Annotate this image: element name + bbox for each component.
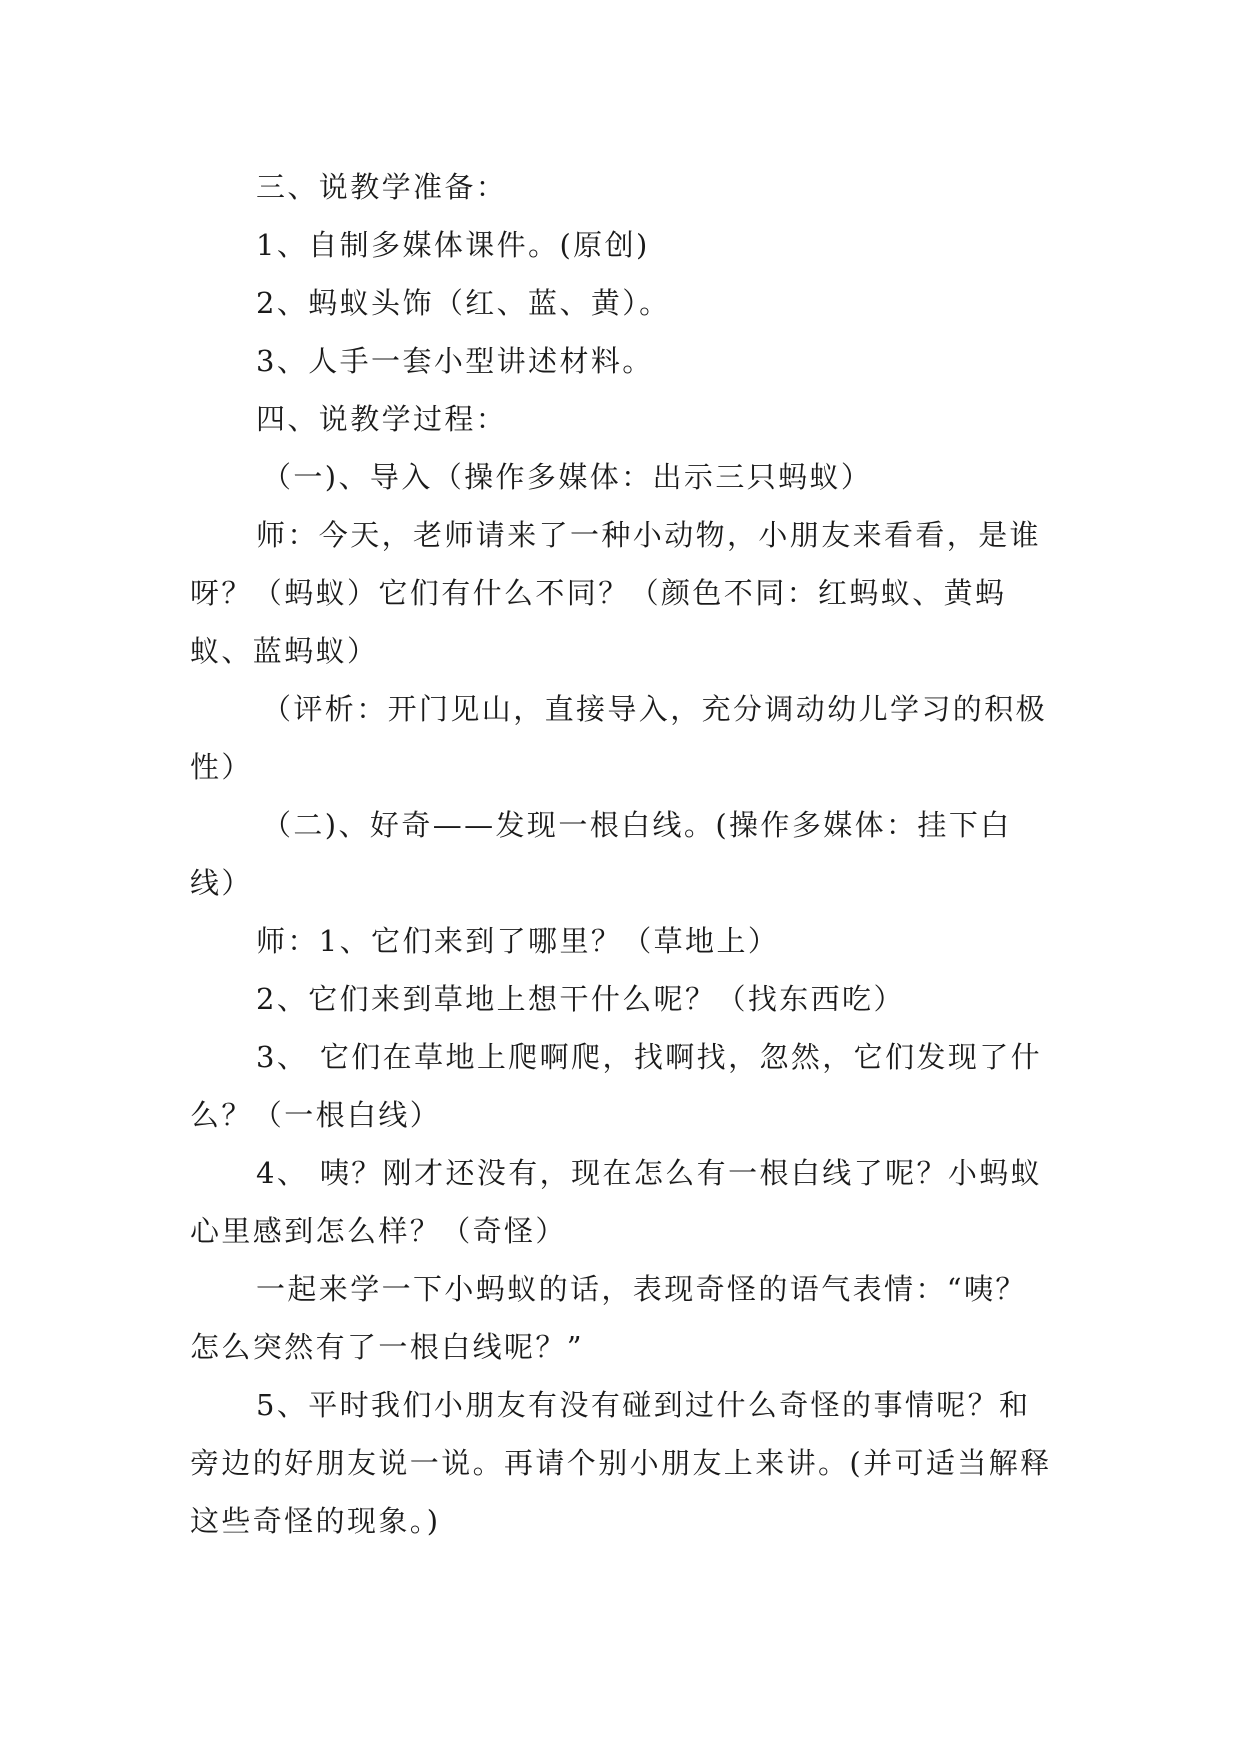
paragraph-prep-item-1: 1、自制多媒体课件。(原创) (256, 228, 650, 262)
paragraph-question-3: 3、 它们在草地上爬啊爬，找啊找，忽然，它们发现了什么？（一根白线） (190, 1040, 1043, 1132)
subsection-heading-intro: （一)、导入（操作多媒体：出示三只蚂蚁） (262, 460, 873, 494)
paragraph-imitate-ant: 一起来学一下小蚂蚁的话，表现奇怪的语气表情：“咦？怎么突然有了一根白线呢？” (190, 1272, 1027, 1364)
subsection-heading-curiosity: （二)、好奇——发现一根白线。(操作多媒体：挂下白线） (190, 808, 1012, 900)
document-body (190, 158, 1052, 1550)
paragraph-prep-item-3: 3、人手一套小型讲述材料。 (256, 344, 654, 378)
paragraph-teacher-intro: 师：今天，老师请来了一种小动物，小朋友来看看，是谁呀？（蚂蚁）它们有什么不同？（颜色不同：红蚂蚁、黄蚂蚁、蓝蚂蚁） (190, 518, 1042, 668)
section-heading-process: 四、说教学过程： (256, 402, 508, 436)
paragraph-question-4: 4、 咦？刚才还没有，现在怎么有一根白线了呢？小蚂蚁心里感到怎么样？（奇怪） (190, 1156, 1043, 1248)
paragraph-question-2: 2、它们来到草地上想干什么呢？（找东西吃） (256, 982, 905, 1016)
paragraph-question-5: 5、平时我们小朋友有没有碰到过什么奇怪的事情呢？和旁边的好朋友说一说。再请个别小朋友上来讲。(并可适当解释这些奇怪的现象。) (190, 1388, 1052, 1538)
paragraph-comment-intro: （评析：开门见山，直接导入，充分调动幼儿学习的积极性） (190, 692, 1048, 784)
paragraph-question-1: 师：1、它们来到了哪里？（草地上） (256, 924, 780, 958)
section-heading-preparation: 三、说教学准备： (256, 170, 508, 204)
paragraph-prep-item-2: 2、蚂蚁头饰（红、蓝、黄）。 (256, 286, 671, 320)
